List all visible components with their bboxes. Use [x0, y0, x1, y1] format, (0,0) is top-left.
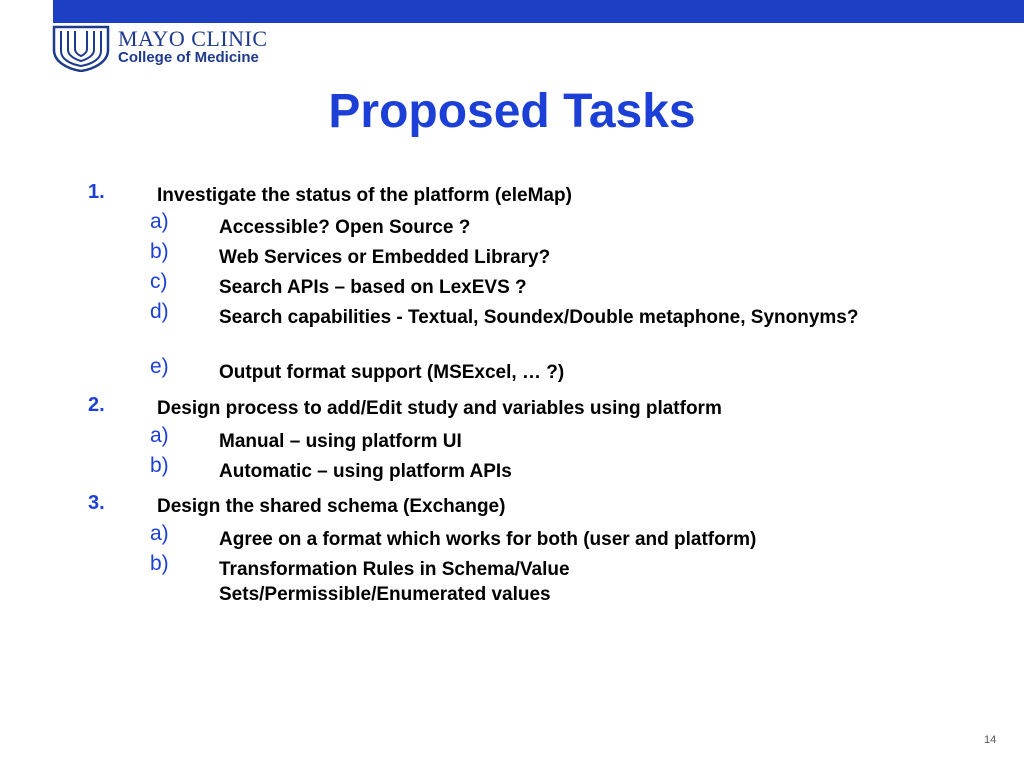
subtask-text: Accessible? Open Source ?: [219, 217, 471, 238]
task-number: 3.: [88, 492, 105, 514]
subtask-letter: a): [150, 424, 169, 447]
subtask-letter: e): [150, 355, 169, 378]
slide-title: Proposed Tasks: [328, 85, 696, 138]
subtask-text: Search APIs – based on LexEVS ?: [219, 277, 527, 298]
subtask-text: Manual – using platform UI: [219, 431, 462, 452]
subtask-letter: b): [150, 454, 169, 477]
shield-icon: [52, 24, 110, 72]
mayo-clinic-logo: [52, 24, 292, 74]
task-text: Design the shared schema (Exchange): [157, 496, 506, 517]
subtask-letter: a): [150, 210, 169, 233]
subtask-text: Search capabilities - Textual, Soundex/Double metaphone, Synonyms?: [219, 307, 859, 328]
task-text: Design process to add/Edit study and variables using platform: [157, 398, 722, 419]
subtask-letter: b): [150, 552, 169, 575]
top-banner-bar: [53, 0, 1024, 23]
subtask-letter: d): [150, 300, 169, 323]
subtask-text: Web Services or Embedded Library?: [219, 247, 551, 268]
page-number: 14: [984, 734, 997, 746]
logo-subtitle: College of Medicine: [118, 49, 259, 66]
task-text: Investigate the status of the platform (eleMap): [157, 185, 572, 206]
task-number: 1.: [88, 181, 105, 203]
subtask-text: Automatic – using platform APIs: [219, 461, 512, 482]
logo-name: MAYO CLINIC: [118, 26, 268, 51]
task-number: 2.: [88, 394, 105, 416]
subtask-text: Output format support (MSExcel, … ?): [219, 362, 565, 383]
subtask-letter: a): [150, 522, 169, 545]
subtask-text: Agree on a format which works for both (user and platform): [219, 529, 757, 550]
subtask-letter: b): [150, 240, 169, 263]
subtask-letter: c): [150, 270, 168, 293]
subtask-text: Transformation Rules in Schema/Value Sets/Permissible/Enumerated values: [219, 559, 570, 605]
